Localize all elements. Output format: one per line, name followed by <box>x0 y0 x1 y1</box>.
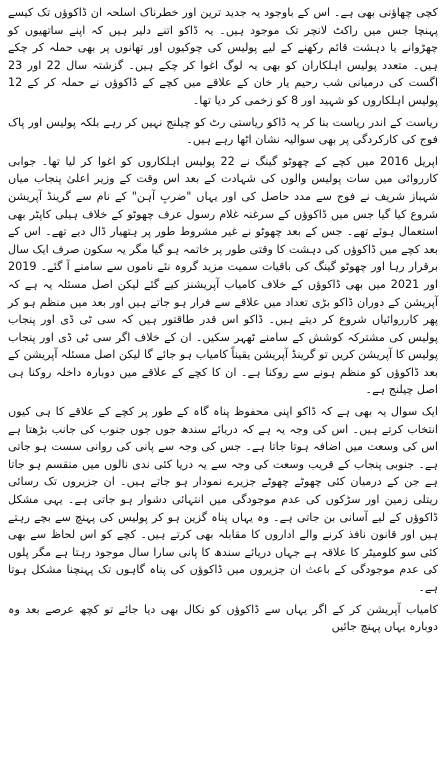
article-paragraph-4: ایک سوال یہ بھی ہے کہ ڈاکو اپنی محفوظ پناہ گاہ کے طور پر کچے کے علاقے کا ہی کیوں انتخاب کرتے ہیں۔ اس کی وجہ یہ ہے کہ دریائے سندھ جوں جوں جنوب کی جانب بڑھتا ہے اس کی وسعت میں اضافہ ہوتا جاتا ہے۔ جس کی وجہ سے پانی کی روانی سست ہو جاتی ہے۔ جنوبی پنجاب کے قریب وسعت کی وجہ سے یہ دریا کئی ندی نالوں میں منقسم ہو جاتا ہے جن کے درمیان کئی چھوٹے چھوٹے جزیرے نمودار ہو جاتے ہیں۔ ان جزیروں تک رسائی ریتلی زمین اور سڑکوں کی عدم موجودگی میں انتہائی دشوار ہو جاتی ہے۔ یہی مشکل ڈاکوؤں کے لیے آسانی بن جاتی ہے۔ وہ یہاں پناہ گزین ہو کر پولیس کی پہنچ سے بچے رہتے ہیں اور قانون نافذ کرنے والے اداروں کا مقابلہ بھی کرتے ہیں۔ کچے کو اس لحاظ سے بھی کئی سو کلومیٹر کا علاقہ ہے جہاں دریائے سندھ کا پانی سارا سال موجود رہتا ہے مگر پلوں کی عدم موجودگی کے باعث ان جزیروں میں ڈاکوؤں کی پناہ گاہوں تک پہنچنا مشکل ہوتا ہے۔ <box>8 405 438 594</box>
article-paragraph-5: کامیاب آپریشن کر کے اگر یہاں سے ڈاکوؤں کو نکال بھی دیا جائے تو کچھ عرصے بعد وہ دوبارہ یہاں پہنچ جائیں <box>8 602 438 634</box>
article-paragraph-3: اپریل 2016 میں کچے کے چھوٹو گینگ نے 22 پولیس اہلکاروں کو اغوا کر لیا تھا۔ جوابی کارروائی میں سات پولیس والوں کی شہادت کے بعد اس وقت کے وزیر اعلیٰ پنجاب میاں شہباز شریف نے فوج سے مدد حاصل کی اور یہاں "ضربِ آہن" کے نام سے گرینڈ آپریشن شروع کیا گیا جس میں ڈاکوؤں کے سرغنہ غلام رسول عرف چھوٹو کے خلاف ہیلی کاپٹر بھی استعمال ہوئے تھے۔ جس کے بعد چھوٹو نے غیر مشروط طور پر ہتھیار ڈال دیے تھے۔ اس کے بعد کچے میں ڈاکوؤں کی دہشت کا وقتی طور پر خاتمہ ہو گیا مگر یہ سکون صرف ایک سال برقرار رہا اور چھوٹو گینگ کی باقیات سمیت مزید گروہ نئے ناموں سے سامنے آ گئے۔ 2019 اور 2021 میں بھی ڈاکوؤں کے خلاف کامیاب آپریشنز کیے گئے لیکن اصل مسئلہ یہ ہے کہ آپریشن کے دوران ڈاکو بڑی تعداد میں علاقے سے فرار ہو جاتے ہیں اور بعد میں منظم ہو کر پھر کارروائیاں شروع کر دیتے ہیں۔ ڈاکو اس قدر طاقتور ہیں کہ سی ٹی ڈی اور پنجاب پولیس کی مشترکہ کوشش کے سامنے ٹھہر سکیں۔ ان کے خلاف اگر سی ٹی ڈی اور پنجاب پولیس کا آپریشن کریں تو گرینڈ آپریشن یقیناً کامیاب ہو جائے گا لیکن اصل مسئلہ آپریشن کے بعد ڈاکوؤں کو منظم ہونے سے روکنا ہے۔ ان کا کچے کے علاقے میں دوبارہ داخلہ روکنا ہی اصل چیلنج ہے۔ <box>8 154 438 397</box>
article-paragraph-1: کچی چھاؤنی بھی ہے۔ اس کے باوجود یہ جدید ترین اور خطرناک اسلحہ ان ڈاکوؤں تک کیسے پہنچا جس میں راکٹ لانچر تک موجود ہیں۔ یہ ڈاکو اتنے دلیر ہیں کہ اپنے ساتھیوں کو چھڑوانے یا دہشت قائم رکھنے کے لیے پولیس کی چوکیوں اور تھانوں پر بھی حملہ کر چکے ہیں۔ متعدد پولیس اہلکاران کو بھی یہ لوگ اغوا کر چکے ہیں۔ گزشتہ سال 22 اور 23 اگست کی درمیانی شب رحیم یار خان کے علاقے میں کچے کے ڈاکوؤں نے حملہ کر کے 12 پولیس اہلکاروں کو شہید اور 8 کو زخمی کر دیا تھا۔ <box>8 6 438 107</box>
article-paragraph-2: ریاست کے اندر ریاست بنا کر یہ ڈاکو ریاستی رٹ کو چیلنج نہیں کر رہے بلکہ پولیس اور پاک فوج کی کارکردگی پر بھی سوالیہ نشان اٹھا رہے ہیں۔ <box>8 115 438 147</box>
